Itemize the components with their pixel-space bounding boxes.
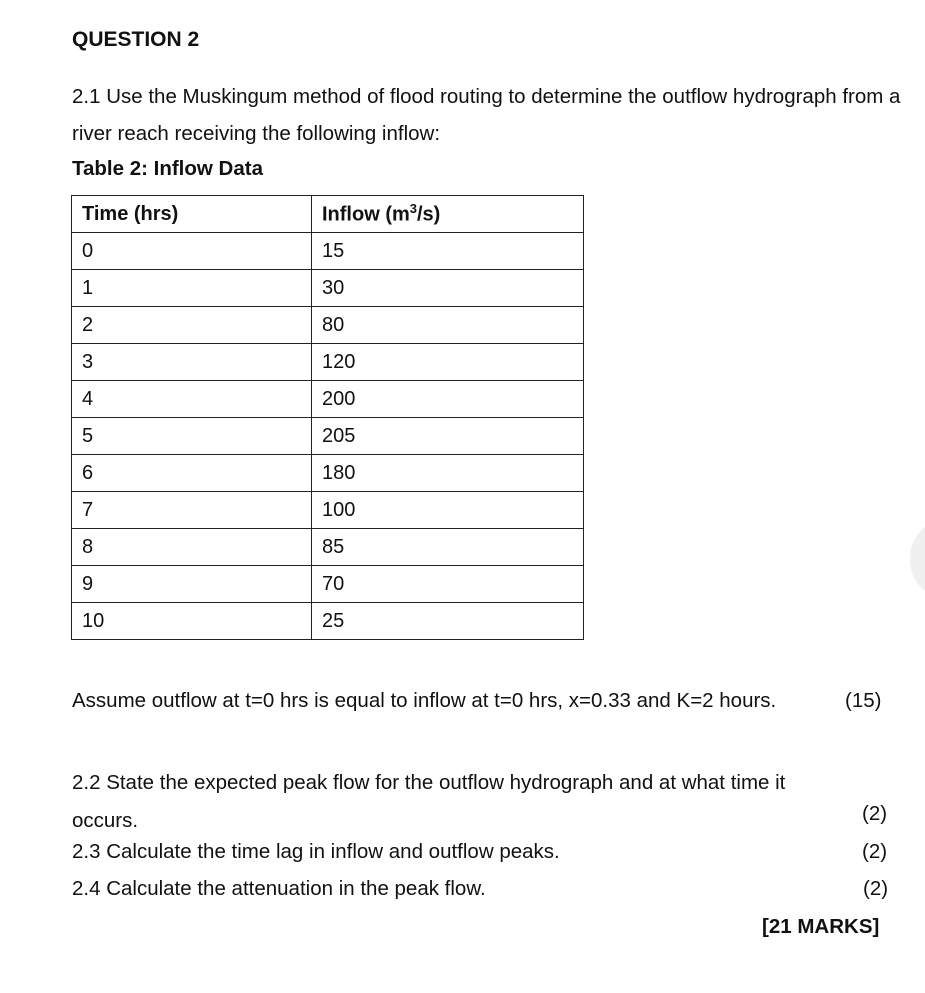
table-row (72, 381, 584, 418)
inflow-cell: 120 (312, 344, 584, 381)
time-cell: 5 (72, 418, 312, 455)
inflow-cell: 180 (312, 455, 584, 492)
total-marks: [21 MARKS] (762, 915, 880, 938)
time-column-header: Time (hrs) (72, 196, 312, 233)
inflow-cell: 30 (312, 270, 584, 307)
inflow-data-table (71, 195, 584, 640)
time-cell: 0 (72, 233, 312, 270)
question-2-2-marks: (2) (862, 802, 888, 825)
inflow-cell: 80 (312, 307, 584, 344)
table-header-row (72, 196, 584, 233)
time-cell: 6 (72, 455, 312, 492)
time-cell: 2 (72, 307, 312, 344)
question-2-2-text: 2.2 State the expected peak flow for the outflow hydrograph and at what time it occurs. (72, 771, 786, 832)
edge-scroll-handle[interactable] (910, 522, 925, 596)
inflow-cell: 70 (312, 566, 584, 603)
time-cell: 8 (72, 529, 312, 566)
question-2-3-text: 2.3 Calculate the time lag in inflow and outflow peaks. (72, 840, 560, 863)
table-row (72, 566, 584, 603)
inflow-header-superscript: 3 (409, 201, 417, 217)
question-2-4-marks: (2) (863, 877, 889, 900)
inflow-cell: 85 (312, 529, 584, 566)
inflow-cell: 200 (312, 381, 584, 418)
inflow-column-header (312, 196, 584, 233)
time-cell: 9 (72, 566, 312, 603)
question-2-3-marks: (2) (862, 840, 888, 863)
time-cell: 3 (72, 344, 312, 381)
table-row (72, 455, 584, 492)
question-2-1-text: 2.1 Use the Muskingum method of flood routing to determine the outflow hydrograph from a river reach receiving the following inflow: (72, 85, 901, 145)
inflow-cell: 25 (312, 603, 584, 640)
time-cell: 7 (72, 492, 312, 529)
time-cell: 4 (72, 381, 312, 418)
question-heading: QUESTION 2 (72, 28, 200, 51)
table-caption: Table 2: Inflow Data (72, 157, 263, 180)
time-cell: 10 (72, 603, 312, 640)
table-row (72, 418, 584, 455)
table-row (72, 270, 584, 307)
time-cell: 1 (72, 270, 312, 307)
inflow-header-suffix: /s) (417, 203, 441, 226)
inflow-cell: 205 (312, 418, 584, 455)
table-row (72, 307, 584, 344)
table-row (72, 529, 584, 566)
table-row (72, 233, 584, 270)
inflow-cell: 15 (312, 233, 584, 270)
inflow-cell: 100 (312, 492, 584, 529)
table-row (72, 344, 584, 381)
question-2-1-marks: (15) (845, 689, 882, 712)
inflow-header-prefix: Inflow (m (322, 203, 410, 226)
question-2-4-text: 2.4 Calculate the attenuation in the peak flow. (72, 877, 486, 900)
table-row (72, 492, 584, 529)
table-row (72, 603, 584, 640)
assumption-text: Assume outflow at t=0 hrs is equal to inflow at t=0 hrs, x=0.33 and K=2 hours. (72, 689, 777, 712)
